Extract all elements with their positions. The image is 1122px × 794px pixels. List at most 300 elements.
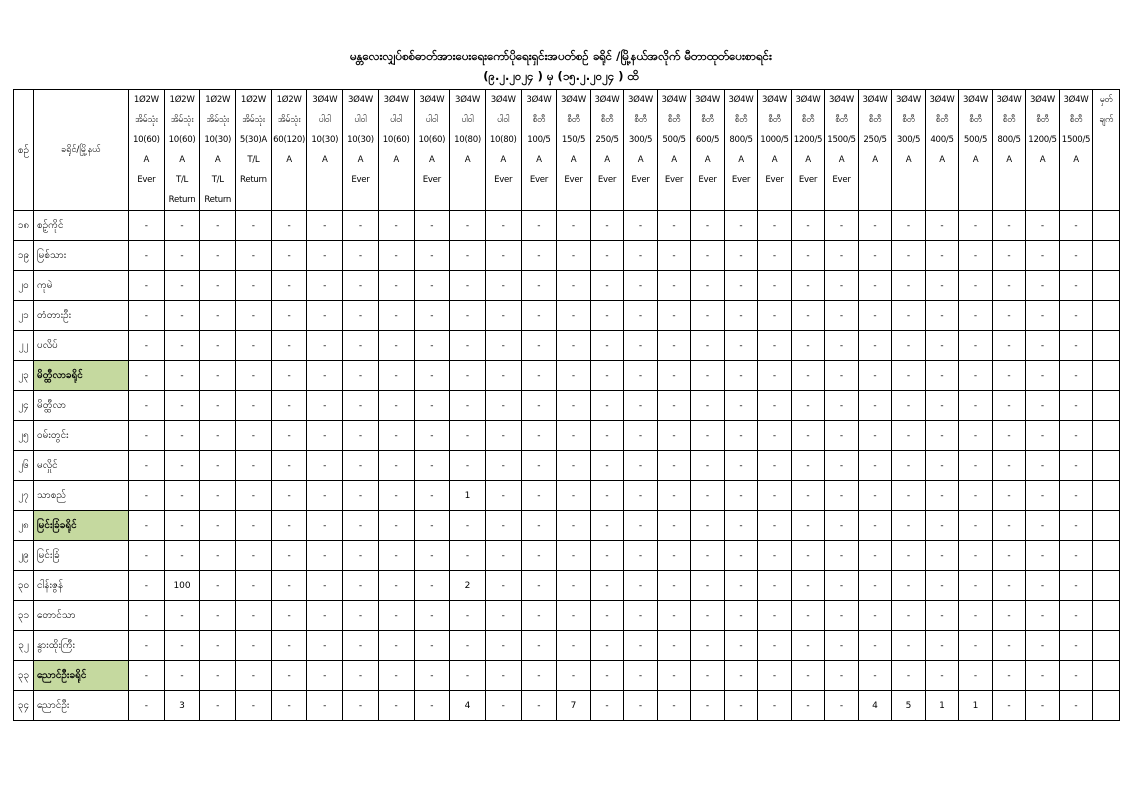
- meter-count-cell: -: [724, 601, 758, 631]
- header-meter-type: [200, 90, 236, 211]
- meter-count-cell: -: [791, 211, 825, 241]
- meter-count-cell: -: [521, 511, 557, 541]
- row-serial: ၂၅: [14, 421, 34, 451]
- header-line: စီတီ: [835, 115, 848, 125]
- meter-count-cell: -: [129, 571, 165, 601]
- meter-count-cell: -: [624, 211, 658, 241]
- meter-count-cell: -: [892, 211, 926, 241]
- meter-count-cell: -: [307, 421, 343, 451]
- header-line: 60(120): [273, 135, 306, 145]
- meter-count-cell: -: [657, 241, 691, 271]
- meter-count-cell: -: [1059, 361, 1093, 391]
- header-line: 3Ø4W: [862, 95, 888, 105]
- header-line: 5(30)A: [239, 135, 267, 145]
- header-meter-type: [624, 90, 658, 211]
- meter-count-cell: -: [959, 601, 993, 631]
- remark-cell: [1093, 601, 1120, 631]
- meter-count-cell: -: [271, 541, 307, 571]
- meter-count-cell: -: [129, 661, 165, 691]
- meter-count-cell: -: [858, 271, 892, 301]
- header-meter-type: [343, 90, 379, 211]
- row-serial: ၃၃: [14, 661, 34, 691]
- meter-count-cell: -: [200, 271, 236, 301]
- meter-count-cell: -: [992, 511, 1026, 541]
- header-meter-type: [450, 90, 486, 211]
- meter-count-cell: -: [271, 361, 307, 391]
- township-name-cell: ငါန်းဇွန်: [34, 571, 129, 601]
- meter-count-cell: -: [378, 211, 414, 241]
- meter-count-cell: -: [691, 271, 725, 301]
- header-line: [926, 170, 959, 190]
- township-name-cell: မြင်းခြံ: [34, 541, 129, 571]
- table-row: [14, 511, 1120, 541]
- meter-count-cell: -: [1059, 421, 1093, 451]
- meter-count-cell: -: [590, 601, 624, 631]
- meter-count-cell: -: [691, 421, 725, 451]
- header-line: စီတီ: [801, 115, 815, 125]
- meter-count-cell: -: [925, 391, 959, 421]
- meter-count-cell: -: [557, 631, 591, 661]
- meter-count-cell: -: [624, 631, 658, 661]
- header-line: A: [393, 155, 399, 165]
- header-line: A: [321, 155, 328, 165]
- meter-count-cell: -: [200, 421, 236, 451]
- header-line: A: [1006, 155, 1012, 165]
- meter-count-cell: -: [485, 571, 521, 601]
- meter-count-cell: -: [343, 331, 379, 361]
- township-name-cell: စဉ့်ကိုင်: [34, 211, 129, 241]
- meter-count-cell: -: [236, 541, 272, 571]
- meter-count-cell: -: [1059, 571, 1093, 601]
- meter-count-cell: -: [724, 481, 758, 511]
- meter-count-cell: -: [164, 331, 200, 361]
- meter-count-cell: -: [657, 271, 691, 301]
- meter-count-cell: -: [164, 661, 200, 691]
- meter-count-cell: -: [590, 541, 624, 571]
- header-line: Return: [204, 195, 232, 205]
- meter-count-cell: -: [307, 601, 343, 631]
- meter-count-cell: -: [236, 421, 272, 451]
- remark-cell: [1093, 361, 1120, 391]
- meter-count-cell: -: [657, 391, 691, 421]
- meter-count-cell: -: [825, 481, 859, 511]
- meter-count-cell: -: [414, 301, 450, 331]
- meter-count-cell: -: [590, 361, 624, 391]
- remark-cell: [1093, 301, 1120, 331]
- meter-count-cell: -: [307, 481, 343, 511]
- meter-count-cell: -: [992, 631, 1026, 661]
- meter-count-cell: -: [624, 241, 658, 271]
- meter-count-cell: -: [307, 691, 343, 721]
- meter-count-cell: -: [1026, 331, 1060, 361]
- meter-count-cell: -: [691, 631, 725, 661]
- header-line: T/L: [211, 175, 224, 185]
- meter-count-cell: -: [624, 271, 658, 301]
- meter-count-cell: -: [858, 511, 892, 541]
- meter-count-cell: -: [521, 241, 557, 271]
- meter-count-cell: -: [892, 571, 926, 601]
- header-meter-type: [1026, 90, 1060, 211]
- header-line: [825, 190, 858, 210]
- header-line: 3Ø4W: [1063, 95, 1089, 105]
- meter-count-cell: -: [378, 571, 414, 601]
- meter-count-cell: -: [758, 631, 792, 661]
- meter-count-cell: -: [691, 361, 725, 391]
- meter-count-cell: -: [925, 661, 959, 691]
- header-line: 3Ø4W: [1030, 95, 1055, 105]
- meter-count-cell: -: [959, 271, 993, 301]
- header-line: 3Ø4W: [996, 95, 1022, 105]
- header-line: 100/5: [527, 135, 551, 145]
- meter-count-cell: -: [892, 271, 926, 301]
- meter-count-cell: -: [414, 481, 450, 511]
- meter-count-cell: -: [1059, 331, 1093, 361]
- header-line: A: [972, 155, 979, 165]
- meter-count-cell: -: [164, 301, 200, 331]
- meter-count-cell: 2: [450, 571, 486, 601]
- header-line: [792, 190, 825, 210]
- header-line: 1500/5: [827, 135, 856, 145]
- meter-count-cell: -: [557, 361, 591, 391]
- header-line: T/L: [176, 175, 189, 185]
- meter-count-cell: -: [521, 331, 557, 361]
- meter-count-cell: -: [590, 391, 624, 421]
- header-meter-type: [925, 90, 959, 211]
- header-line: A: [536, 155, 542, 165]
- meter-count-cell: -: [485, 541, 521, 571]
- meter-count-cell: -: [450, 661, 486, 691]
- header-line: A: [738, 155, 744, 165]
- meter-count-cell: -: [343, 391, 379, 421]
- meter-count-cell: -: [200, 481, 236, 511]
- meter-count-cell: -: [378, 511, 414, 541]
- header-line: [450, 190, 485, 210]
- meter-count-cell: -: [825, 331, 859, 361]
- meter-count-cell: -: [485, 331, 521, 361]
- meter-count-cell: -: [758, 301, 792, 331]
- meter-count-cell: -: [378, 331, 414, 361]
- header-meter-type: [825, 90, 859, 211]
- meter-count-cell: -: [925, 451, 959, 481]
- meter-count-cell: -: [959, 451, 993, 481]
- meter-count-cell: -: [271, 301, 307, 331]
- meter-count-cell: -: [791, 661, 825, 691]
- meter-count-cell: -: [521, 361, 557, 391]
- header-line: [993, 170, 1026, 190]
- meter-count-cell: -: [590, 571, 624, 601]
- header-line: Ever: [798, 175, 818, 185]
- meter-count-cell: -: [343, 661, 379, 691]
- meter-count-cell: -: [858, 631, 892, 661]
- meter-count-cell: -: [892, 661, 926, 691]
- meter-count-cell: -: [485, 511, 521, 541]
- meter-count-cell: -: [892, 511, 926, 541]
- row-serial: ၃၀: [14, 571, 34, 601]
- meter-count-cell: -: [343, 241, 379, 271]
- meter-count-cell: -: [521, 541, 557, 571]
- meter-count-cell: -: [791, 421, 825, 451]
- meter-count-cell: -: [590, 481, 624, 511]
- header-line: [624, 190, 657, 210]
- remark-cell: [1093, 631, 1120, 661]
- meter-count-cell: -: [992, 481, 1026, 511]
- header-line: ပါဝါ: [497, 115, 510, 125]
- meter-count-cell: -: [691, 661, 725, 691]
- meter-count-cell: -: [1026, 421, 1060, 451]
- header-line: 3Ø4W: [728, 95, 754, 105]
- meter-count-cell: -: [1026, 301, 1060, 331]
- meter-count-cell: -: [271, 421, 307, 451]
- township-name-cell: မိတ္ထီလာ: [34, 391, 129, 421]
- header-line: 300/5: [628, 135, 653, 145]
- meter-count-cell: -: [892, 331, 926, 361]
- meter-count-cell: -: [414, 241, 450, 271]
- meter-count-cell: -: [657, 451, 691, 481]
- header-line: [343, 190, 378, 210]
- meter-count-cell: -: [1026, 241, 1060, 271]
- remark-cell: [1093, 661, 1120, 691]
- meter-count-cell: -: [825, 661, 859, 691]
- row-serial: ၂၂: [14, 331, 34, 361]
- meter-count-cell: -: [858, 451, 892, 481]
- meter-count-cell: -: [624, 331, 658, 361]
- meter-count-cell: -: [657, 661, 691, 691]
- header-line: Ever: [765, 175, 784, 185]
- meter-count-cell: -: [343, 451, 379, 481]
- meter-count-cell: -: [129, 511, 165, 541]
- row-serial: ၃၂: [14, 631, 34, 661]
- meter-count-cell: -: [959, 481, 993, 511]
- row-serial: ၃၁: [14, 601, 34, 631]
- header-line: A: [604, 155, 610, 165]
- meter-count-cell: -: [129, 391, 165, 421]
- header-line: A: [143, 155, 150, 165]
- meter-count-cell: -: [343, 421, 379, 451]
- meter-count-cell: -: [521, 421, 557, 451]
- meter-count-cell: -: [925, 211, 959, 241]
- meter-count-cell: -: [164, 211, 200, 241]
- meter-count-cell: -: [307, 271, 343, 301]
- meter-count-cell: -: [307, 541, 343, 571]
- meter-count-cell: -: [378, 361, 414, 391]
- meter-count-cell: -: [557, 391, 591, 421]
- meter-count-cell: -: [892, 421, 926, 451]
- meter-count-cell: -: [1026, 601, 1060, 631]
- meter-count-cell: -: [691, 451, 725, 481]
- remark-cell: [1093, 391, 1120, 421]
- meter-count-cell: -: [271, 211, 307, 241]
- meter-count-cell: -: [858, 241, 892, 271]
- header-line: ပါဝါ: [425, 115, 438, 125]
- meter-count-cell: -: [485, 601, 521, 631]
- meter-count-cell: -: [758, 421, 792, 451]
- table-row: [14, 421, 1120, 451]
- meter-count-cell: -: [825, 271, 859, 301]
- meter-count-cell: -: [307, 331, 343, 361]
- header-line: A: [214, 155, 221, 165]
- header-line: [892, 190, 925, 210]
- meter-count-cell: -: [129, 481, 165, 511]
- meter-count-cell: -: [657, 211, 691, 241]
- meter-count-cell: -: [691, 331, 725, 361]
- header-line: [1060, 170, 1093, 190]
- meter-count-cell: 100: [164, 571, 200, 601]
- header-serial: စဉ်: [14, 90, 34, 211]
- meter-count-cell: -: [925, 601, 959, 631]
- meter-count-cell: -: [521, 391, 557, 421]
- meter-count-cell: -: [791, 511, 825, 541]
- meter-count-cell: -: [343, 511, 379, 541]
- header-line: A: [771, 155, 778, 165]
- meter-count-cell: -: [825, 301, 859, 331]
- meter-count-cell: -: [758, 541, 792, 571]
- meter-count-cell: -: [307, 211, 343, 241]
- header-line: [415, 190, 450, 210]
- meter-count-cell: -: [724, 571, 758, 601]
- meter-count-cell: -: [858, 211, 892, 241]
- meter-count-cell: -: [450, 391, 486, 421]
- meter-count-cell: -: [450, 601, 486, 631]
- header-line: A: [500, 155, 507, 165]
- header-line: 500/5: [662, 135, 686, 145]
- meter-count-cell: -: [164, 631, 200, 661]
- header-line: အိမ်သုံး: [170, 115, 194, 125]
- meter-count-cell: -: [378, 241, 414, 271]
- meter-count-cell: -: [724, 271, 758, 301]
- meter-count-cell: -: [236, 301, 272, 331]
- header-line: 300/5: [896, 135, 921, 145]
- meter-count-cell: -: [791, 271, 825, 301]
- meter-count-cell: -: [624, 691, 658, 721]
- township-name-cell: မြစ်သား: [34, 241, 129, 271]
- meter-count-cell: -: [343, 571, 379, 601]
- table-row: [14, 631, 1120, 661]
- row-serial: ၂၀: [14, 271, 34, 301]
- meter-count-cell: -: [1026, 391, 1060, 421]
- meter-count-cell: -: [791, 241, 825, 271]
- header-line: A: [838, 155, 845, 165]
- remark-cell: [1093, 571, 1120, 601]
- meter-count-cell: -: [236, 511, 272, 541]
- meter-count-cell: -: [1059, 301, 1093, 331]
- meter-count-cell: -: [758, 511, 792, 541]
- header-line: A: [905, 155, 912, 165]
- meter-count-cell: -: [992, 541, 1026, 571]
- meter-count-cell: -: [925, 331, 959, 361]
- header-line: စီတီ: [667, 115, 681, 125]
- meter-count-cell: -: [200, 361, 236, 391]
- meter-count-cell: -: [1059, 211, 1093, 241]
- meter-count-cell: -: [724, 631, 758, 661]
- header-line: 1Ø2W: [205, 95, 231, 105]
- meter-count-cell: -: [1026, 361, 1060, 391]
- header-line: Ever: [422, 175, 441, 185]
- meter-count-cell: -: [691, 511, 725, 541]
- meter-count-cell: -: [450, 421, 486, 451]
- meter-count-cell: -: [758, 601, 792, 631]
- meter-count-cell: -: [521, 451, 557, 481]
- meter-count-cell: -: [521, 691, 557, 721]
- meter-count-cell: -: [129, 211, 165, 241]
- meter-count-cell: -: [307, 511, 343, 541]
- meter-count-cell: -: [992, 211, 1026, 241]
- row-serial: ၂၈: [14, 511, 34, 541]
- table-row: [14, 571, 1120, 601]
- meter-count-cell: -: [485, 481, 521, 511]
- meter-count-cell: -: [200, 601, 236, 631]
- header-line: 1000/5: [760, 135, 789, 145]
- meter-count-cell: -: [200, 541, 236, 571]
- header-line: 1Ø2W: [169, 95, 195, 105]
- header-line: Ever: [631, 175, 650, 185]
- header-line: 3Ø4W: [312, 95, 338, 105]
- header-line: စီတီ: [868, 115, 882, 125]
- meter-count-cell: -: [624, 481, 658, 511]
- header-line: [926, 190, 959, 210]
- meter-count-cell: -: [892, 391, 926, 421]
- header-line: A: [1039, 155, 1046, 165]
- header-line: Return: [240, 175, 267, 185]
- meter-count-cell: -: [1059, 661, 1093, 691]
- meter-count-cell: -: [925, 481, 959, 511]
- meter-count-cell: -: [307, 571, 343, 601]
- header-line: A: [179, 155, 185, 165]
- meter-count-cell: -: [791, 451, 825, 481]
- meter-count-cell: -: [164, 271, 200, 301]
- header-meter-type: [236, 90, 272, 211]
- remark-cell: [1093, 451, 1120, 481]
- meter-count-cell: -: [557, 571, 591, 601]
- meter-count-cell: -: [858, 571, 892, 601]
- header-line: ပါဝါ: [390, 115, 403, 125]
- meter-count-cell: -: [825, 601, 859, 631]
- header-meter-type: [724, 90, 758, 211]
- remark-cell: [1093, 271, 1120, 301]
- table-row: [14, 361, 1120, 391]
- header-line: အိမ်သုံး: [277, 115, 301, 125]
- header-line: [450, 170, 485, 190]
- header-line: 10(80): [454, 135, 481, 145]
- meter-count-cell: -: [307, 301, 343, 331]
- meter-count-cell: -: [343, 691, 379, 721]
- meter-count-cell: -: [858, 541, 892, 571]
- header-line: [307, 190, 342, 210]
- meter-count-cell: -: [557, 241, 591, 271]
- meter-count-cell: -: [129, 271, 165, 301]
- meter-count-cell: -: [892, 481, 926, 511]
- meter-count-cell: -: [992, 301, 1026, 331]
- meter-count-cell: -: [892, 361, 926, 391]
- header-line: ချက်: [1099, 115, 1114, 125]
- meter-count-cell: -: [825, 571, 859, 601]
- header-line: [591, 190, 624, 210]
- meter-count-cell: -: [925, 241, 959, 271]
- meter-count-cell: -: [992, 571, 1026, 601]
- remark-cell: [1093, 541, 1120, 571]
- header-line: စီတီ: [734, 115, 748, 125]
- meter-count-cell: -: [414, 631, 450, 661]
- remark-cell: [1093, 211, 1120, 241]
- meter-count-cell: -: [343, 601, 379, 631]
- meter-count-cell: -: [691, 571, 725, 601]
- table-row: [14, 481, 1120, 511]
- header-line: [272, 170, 307, 190]
- header-line: [725, 190, 758, 210]
- header-line: [272, 190, 307, 210]
- meter-count-cell: -: [590, 211, 624, 241]
- table-row: [14, 391, 1120, 421]
- meter-count-cell: -: [1026, 691, 1060, 721]
